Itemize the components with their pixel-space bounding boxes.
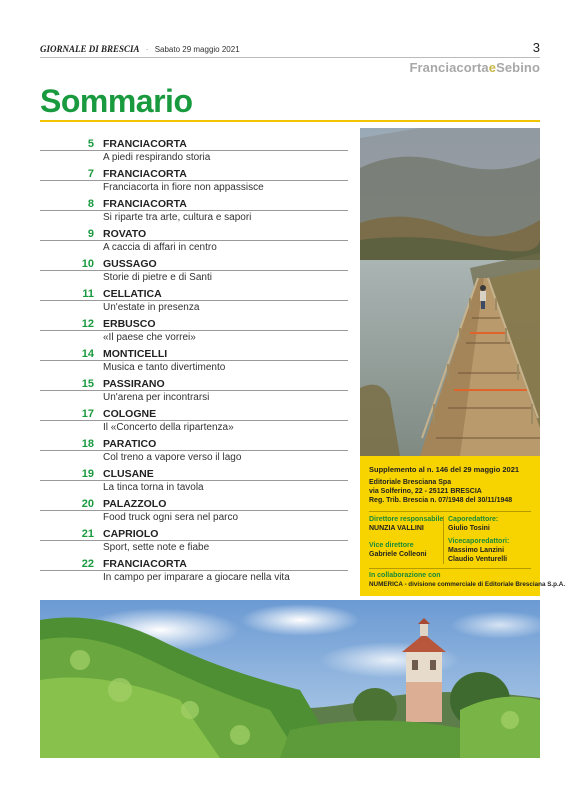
toc-description: Sport, sette note e fiabe bbox=[103, 542, 210, 553]
section-brand-part1: Franciacorta bbox=[409, 60, 489, 75]
toc-item[interactable] bbox=[40, 250, 348, 283]
issue-date: Sabato 29 maggio 2021 bbox=[154, 45, 240, 54]
toc-place: FRANCIACORTA bbox=[103, 138, 187, 150]
toc-page-number: 15 bbox=[81, 378, 94, 390]
toc-item[interactable] bbox=[40, 190, 348, 223]
registration-line: Reg. Trib. Brescia n. 07/1948 del 30/11/1948 bbox=[369, 497, 513, 504]
toc-item[interactable] bbox=[40, 430, 348, 463]
toc-description: A caccia di affari in centro bbox=[103, 242, 217, 253]
toc-place: CAPRIOLO bbox=[103, 528, 159, 540]
masthead-separator: · bbox=[145, 45, 149, 54]
toc-page-number: 17 bbox=[81, 408, 94, 420]
toc-divider bbox=[40, 510, 348, 511]
toc-item[interactable] bbox=[40, 340, 348, 373]
toc-page-number: 14 bbox=[81, 348, 94, 360]
toc-divider bbox=[40, 300, 348, 301]
toc-page-number: 7 bbox=[87, 168, 94, 180]
vice-director-name: Gabriele Colleoni bbox=[369, 551, 427, 558]
toc-item[interactable] bbox=[40, 220, 348, 253]
deputy-editor-1: Massimo Lanzini bbox=[448, 547, 505, 554]
header-divider bbox=[40, 57, 540, 58]
section-brand-part3: Sebino bbox=[496, 60, 540, 75]
toc-place: CELLATICA bbox=[103, 288, 162, 300]
toc-item[interactable] bbox=[40, 550, 348, 583]
toc-divider bbox=[40, 390, 348, 391]
toc-page-number: 5 bbox=[87, 138, 94, 150]
toc-item[interactable] bbox=[40, 280, 348, 313]
deputy-editor-2: Claudio Venturelli bbox=[448, 556, 508, 563]
toc-place: FRANCIACORTA bbox=[103, 168, 187, 180]
toc-description: Col treno a vapore verso il lago bbox=[103, 452, 242, 463]
toc-page-number: 11 bbox=[82, 288, 94, 300]
page-number: 3 bbox=[532, 40, 540, 55]
toc-description: Un'estate in presenza bbox=[103, 302, 200, 313]
toc-description: Un'arena per incontrarsi bbox=[103, 392, 210, 403]
toc-divider bbox=[40, 240, 348, 241]
colophon-box bbox=[360, 456, 566, 596]
supplement-line: Supplemento al n. 146 del 29 maggio 2021 bbox=[369, 465, 520, 474]
toc-divider bbox=[40, 270, 348, 271]
toc-divider bbox=[40, 450, 348, 451]
boardwalk-illustration bbox=[360, 128, 540, 456]
toc-description: A piedi respirando storia bbox=[103, 152, 211, 163]
toc-divider bbox=[40, 540, 348, 541]
table-of-contents bbox=[40, 130, 348, 583]
title-divider bbox=[40, 120, 540, 122]
toc-item[interactable] bbox=[40, 130, 348, 163]
toc-place: PALAZZOLO bbox=[103, 498, 167, 510]
toc-place: COLOGNE bbox=[103, 408, 157, 420]
toc-place: MONTICELLI bbox=[103, 348, 168, 360]
toc-description: Il «Concerto della ripartenza» bbox=[103, 422, 234, 433]
deputy-editors-label: Vicecaporedattori: bbox=[448, 538, 510, 545]
boardwalk-photo bbox=[360, 128, 540, 456]
section-brand-part2: e bbox=[488, 60, 497, 75]
toc-place: PARATICO bbox=[103, 438, 157, 450]
toc-place: ROVATO bbox=[103, 228, 147, 240]
colophon-divider bbox=[369, 511, 531, 512]
toc-item[interactable] bbox=[40, 400, 348, 433]
toc-place: FRANCIACORTA bbox=[103, 558, 187, 570]
toc-place: PASSIRANO bbox=[103, 378, 165, 390]
colophon-column-divider bbox=[443, 516, 444, 564]
director-name: NUNZIA VALLINI bbox=[369, 525, 424, 532]
toc-divider bbox=[40, 420, 348, 421]
vice-director-label: Vice direttore bbox=[369, 542, 414, 549]
section-brand bbox=[409, 60, 540, 75]
publisher-address: via Solferino, 22 - 25121 BRESCIA bbox=[369, 488, 482, 495]
toc-description: Franciacorta in fiore non appassisce bbox=[103, 182, 264, 193]
toc-item[interactable] bbox=[40, 370, 348, 403]
toc-page-number: 19 bbox=[81, 468, 94, 480]
toc-page-number: 21 bbox=[81, 528, 94, 540]
toc-divider bbox=[40, 180, 348, 181]
toc-place: CLUSANE bbox=[103, 468, 154, 480]
toc-item[interactable] bbox=[40, 490, 348, 523]
page-title: Sommario bbox=[40, 83, 193, 119]
colophon-divider bbox=[369, 568, 531, 569]
toc-page-number: 10 bbox=[81, 258, 94, 270]
newspaper-name: GIORNALE DI BRESCIA bbox=[40, 44, 140, 54]
toc-description: «Il paese che vorrei» bbox=[103, 332, 196, 343]
toc-item[interactable] bbox=[40, 460, 348, 493]
toc-place: FRANCIACORTA bbox=[103, 198, 187, 210]
toc-item[interactable] bbox=[40, 310, 348, 343]
vineyard-illustration bbox=[40, 600, 540, 758]
toc-page-number: 22 bbox=[81, 558, 94, 570]
toc-description: Si riparte tra arte, cultura e sapori bbox=[103, 212, 252, 223]
toc-divider bbox=[40, 480, 348, 481]
toc-description: Storie di pietre e di Santi bbox=[103, 272, 212, 283]
toc-divider bbox=[40, 210, 348, 211]
collaboration-text: NUMERICA - divisione commerciale di Editoriale Bresciana S.p.A. bbox=[369, 581, 566, 588]
toc-divider bbox=[40, 330, 348, 331]
toc-divider bbox=[40, 150, 348, 151]
masthead bbox=[40, 42, 540, 56]
collaboration-label: In collaborazione con bbox=[369, 572, 441, 579]
toc-divider bbox=[40, 360, 348, 361]
toc-page-number: 9 bbox=[87, 228, 94, 240]
toc-description: La tinca torna in tavola bbox=[103, 482, 204, 493]
toc-description: Food truck ogni sera nel parco bbox=[103, 512, 239, 523]
toc-page-number: 8 bbox=[87, 198, 94, 210]
toc-page-number: 12 bbox=[81, 318, 94, 330]
toc-description: Musica e tanto divertimento bbox=[103, 362, 226, 373]
editor-name: Giulio Tosini bbox=[448, 525, 490, 532]
toc-place: GUSSAGO bbox=[103, 258, 157, 270]
toc-divider bbox=[40, 570, 348, 571]
vineyard-photo bbox=[40, 600, 540, 758]
toc-item[interactable] bbox=[40, 520, 348, 553]
editor-label: Caporedattore: bbox=[448, 516, 499, 523]
publisher-name: Editoriale Bresciana Spa bbox=[369, 479, 452, 486]
toc-page-number: 18 bbox=[81, 438, 94, 450]
toc-description: In campo per imparare a giocare nella vita bbox=[103, 572, 290, 583]
toc-item[interactable] bbox=[40, 160, 348, 193]
toc-place: ERBUSCO bbox=[103, 318, 156, 330]
director-label: Direttore responsabile bbox=[369, 516, 444, 523]
toc-page-number: 20 bbox=[81, 498, 94, 510]
